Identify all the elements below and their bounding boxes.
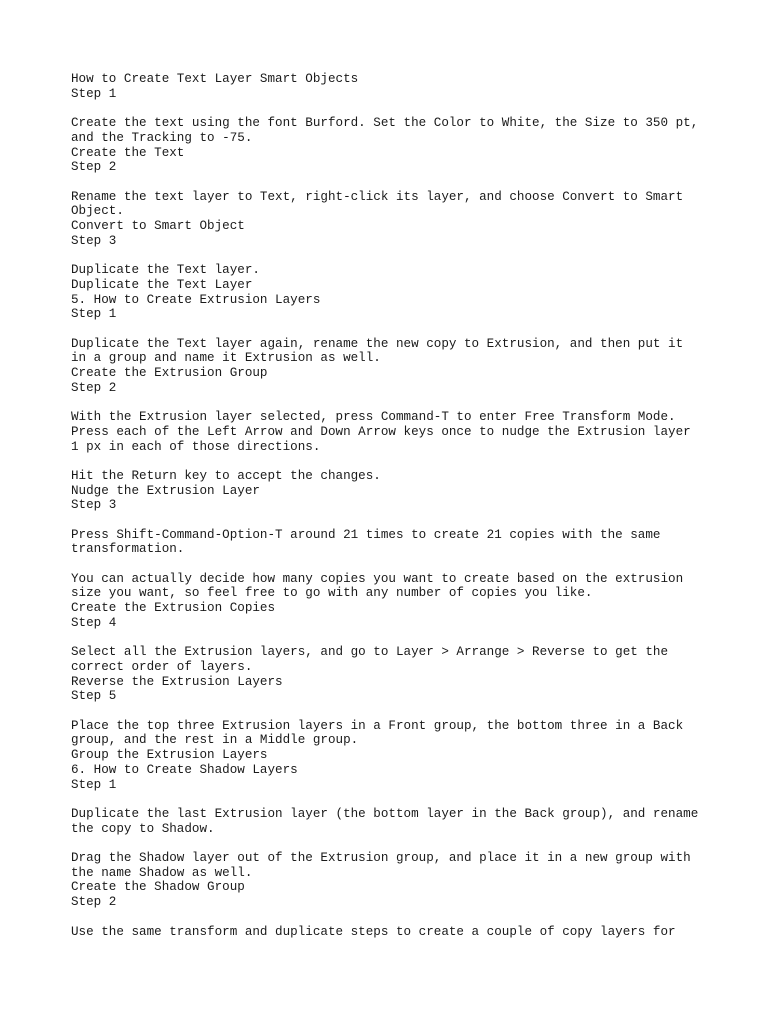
text-line: Select all the Extrusion layers, and go to Layer > Arrange > Reverse to get the (71, 645, 669, 660)
text-line: Nudge the Extrusion Layer (71, 483, 260, 498)
text-line: Place the top three Extrusion layers in a Front group, the bottom three in a Back (71, 718, 684, 733)
text-line: Step 5 (71, 689, 117, 704)
blank-line (71, 704, 731, 719)
text-line: Duplicate the Text layer again, rename the new copy to Extrusion, and then put it (71, 336, 684, 351)
blank-line (71, 557, 731, 572)
text-line: Object. (71, 204, 124, 219)
text-line: Press Shift-Command-Option-T around 21 times to create 21 copies with the same (71, 527, 661, 542)
blank-line (71, 792, 731, 807)
blank-line (71, 248, 731, 263)
text-line: Step 1 (71, 307, 117, 322)
text-line: Convert to Smart Object (71, 219, 245, 233)
text-line: Drag the Shadow layer out of the Extrusion group, and place it in a new group with (71, 851, 691, 866)
blank-line (71, 454, 731, 469)
text-line: 5. How to Create Extrusion Layers (71, 292, 321, 307)
blank-line (71, 395, 731, 410)
text-line: Group the Extrusion Layers (71, 748, 268, 763)
text-line: Hit the Return key to accept the changes. (71, 468, 381, 483)
text-line: 1 px in each of those directions. (71, 439, 321, 454)
text-line: Create the Shadow Group (71, 880, 245, 895)
text-line: Step 1 (71, 777, 117, 792)
text-line: Step 3 (71, 233, 117, 248)
blank-line (71, 175, 731, 190)
text-line: How to Create Text Layer Smart Objects (71, 72, 359, 86)
blank-line (71, 631, 731, 646)
text-line: Create the Extrusion Group (71, 366, 268, 380)
text-line: the name Shadow as well. (71, 865, 253, 880)
text-line: 6. How to Create Shadow Layers (71, 762, 298, 777)
text-line: Create the text using the font Burford. Set the Color to White, the Size to 350 pt, (71, 116, 699, 131)
text-line: correct order of layers. (71, 659, 253, 674)
text-line: Reverse the Extrusion Layers (71, 674, 283, 689)
text-line: and the Tracking to -75. (71, 130, 253, 145)
text-line: You can actually decide how many copies you want to create based on the extrusion (71, 571, 684, 586)
text-line: With the Extrusion layer selected, press Command-T to enter Free Transform Mode. (71, 410, 676, 425)
text-line: in a group and name it Extrusion as well. (71, 351, 381, 366)
text-line: Duplicate the Text Layer (71, 277, 253, 292)
text-line: Use the same transform and duplicate steps to create a couple of copy layers for (71, 924, 676, 939)
text-line: Rename the text layer to Text, right-click its layer, and choose Convert to Smart (71, 189, 684, 204)
text-line: Step 3 (71, 498, 117, 513)
text-line: Duplicate the Text layer. (71, 263, 260, 278)
blank-line (71, 322, 731, 337)
blank-line (71, 910, 731, 925)
text-line: Create the Text (71, 145, 185, 160)
document-page (71, 72, 731, 939)
text-line: Duplicate the last Extrusion layer (the bottom layer in the Back group), and rename (71, 806, 699, 821)
text-line: transformation. (71, 542, 185, 557)
blank-line (71, 836, 731, 851)
text-line: Step 2 (71, 160, 117, 175)
text-line: Step 4 (71, 615, 117, 630)
blank-line (71, 513, 731, 528)
text-line: Step 1 (71, 86, 117, 101)
text-line: Create the Extrusion Copies (71, 601, 276, 616)
text-line: Step 2 (71, 380, 117, 395)
text-line: the copy to Shadow. (71, 821, 215, 836)
text-line: group, and the rest in a Middle group. (71, 733, 359, 748)
blank-line (71, 101, 731, 116)
text-line: Step 2 (71, 895, 117, 910)
text-line: Press each of the Left Arrow and Down Arrow keys once to nudge the Extrusion layer (71, 424, 691, 439)
text-line: size you want, so feel free to go with any number of copies you like. (71, 586, 593, 601)
